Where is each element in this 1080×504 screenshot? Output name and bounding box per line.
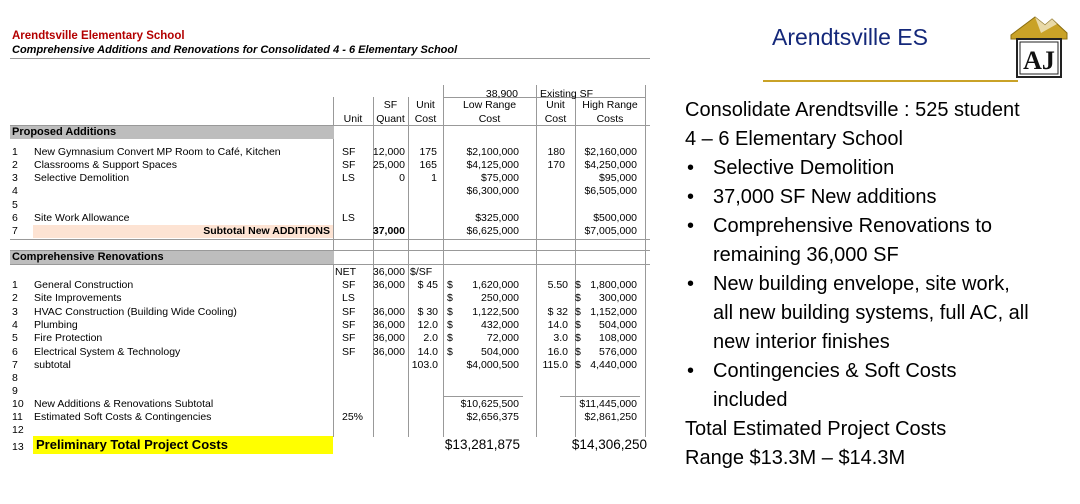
- text-line: remaining 36,000 SF: [713, 244, 899, 266]
- row-high-unit-cost: 5.50: [547, 279, 568, 291]
- row-unit-cost: 2.0: [423, 332, 438, 344]
- slide-title: Arendtsville ES: [772, 24, 928, 50]
- bullet-item: • Comprehensive Renovations to: [685, 212, 1075, 241]
- row-high-cost: 1,152,000: [590, 306, 637, 318]
- row-low-cost: $6,300,000: [466, 185, 519, 197]
- row-quant: 12,000: [372, 146, 405, 158]
- row-unit-cost: 165: [419, 159, 437, 171]
- row-number: 1: [12, 279, 18, 291]
- grid-line: [560, 396, 640, 397]
- grid-line: [443, 85, 444, 437]
- row-dollar: $: [575, 279, 581, 291]
- summary-bullets: [685, 96, 1075, 473]
- row-high-cost: $2,861,250: [584, 411, 637, 423]
- row-dollar: $: [575, 346, 581, 358]
- existing-sf-label: Existing SF: [540, 88, 594, 100]
- row-high-cost: $500,000: [593, 212, 637, 224]
- row-number: 6: [12, 346, 18, 358]
- row-number: 4: [12, 319, 18, 331]
- row-number: 9: [12, 385, 18, 397]
- row-number: 13: [12, 441, 24, 453]
- row-low-cost: 432,000: [481, 319, 519, 331]
- row-low-cost: $2,656,375: [466, 411, 519, 423]
- row-unit: 25%: [342, 411, 364, 423]
- row-number: 3: [12, 306, 18, 318]
- row-high-cost: 300,000: [599, 292, 637, 304]
- row-number: 1: [12, 146, 18, 158]
- row-unit: SF: [342, 306, 356, 318]
- per-sf-label: $/SF: [410, 266, 433, 278]
- grid-line: [10, 264, 650, 265]
- row-dollar: $: [447, 319, 453, 331]
- row-low-cost: $2,100,000: [466, 146, 519, 158]
- row-unit: LS: [342, 212, 355, 224]
- text-line: Consolidate Arendtsville : 525 student: [685, 99, 1020, 121]
- title-rule: [763, 80, 1018, 82]
- row-number: 12: [12, 424, 24, 436]
- row-low-cost: 504,000: [481, 346, 519, 358]
- row-low-cost: 250,000: [481, 292, 519, 304]
- subtotal-label: Subtotal New ADDITIONS: [203, 225, 330, 237]
- row-number: 8: [12, 372, 18, 384]
- row-high-cost: $4,250,000: [584, 159, 637, 171]
- row-number: 2: [12, 159, 18, 171]
- row-description: Plumbing: [34, 319, 78, 331]
- row-low-cost: 1,620,000: [472, 279, 519, 291]
- col-unit3: Unit: [546, 99, 565, 111]
- total-label: Preliminary Total Project Costs: [36, 437, 228, 452]
- row-high-unit-cost: 14.0: [547, 319, 568, 331]
- col-low-cost: Cost: [478, 113, 501, 125]
- row-high-unit-cost: 3.0: [553, 332, 568, 344]
- row-dollar: $: [575, 332, 581, 344]
- net-sf: 36,000: [372, 266, 405, 278]
- row-description: HVAC Construction (Building Wide Cooling): [34, 306, 237, 318]
- row-high-cost: $2,160,000: [584, 146, 637, 158]
- row-high-cost: $11,445,000: [579, 398, 637, 410]
- bullet-item: • Contingencies & Soft Costs: [685, 357, 1075, 386]
- row-quant: 36,000: [372, 332, 405, 344]
- subtotal-quant: 37,000: [372, 225, 405, 237]
- logo-text: AJ: [1023, 46, 1055, 75]
- row-high-unit-cost: 170: [547, 159, 565, 171]
- row-description: Site Work Allowance: [34, 212, 130, 224]
- row-high-cost: 4,440,000: [590, 359, 637, 371]
- section-comprehensive-renovations: Comprehensive Renovations: [10, 251, 334, 264]
- row-quant: 0: [399, 172, 405, 184]
- col-cost: Cost: [414, 113, 437, 125]
- row-unit: LS: [342, 292, 355, 304]
- text-line: Total Estimated Project Costs: [685, 418, 947, 440]
- row-unit-cost: $ 30: [417, 306, 438, 318]
- row-unit-cost: 103.0: [411, 359, 438, 371]
- col-quant: Quant: [376, 113, 405, 125]
- row-dollar: $: [447, 332, 453, 344]
- text-line: included: [713, 389, 788, 411]
- row-unit: SF: [342, 159, 356, 171]
- row-quant: 36,000: [372, 346, 405, 358]
- row-quant: 36,000: [372, 306, 405, 318]
- total-sf-label: 38,900: [485, 88, 518, 100]
- row-description: Electrical System & Technology: [34, 346, 181, 358]
- col-cost3: Cost: [544, 113, 567, 125]
- row-low-cost: $325,000: [475, 212, 519, 224]
- grid-line: [333, 97, 334, 437]
- row-number: 6: [12, 212, 18, 224]
- net-label: NET: [335, 266, 356, 278]
- row-unit: SF: [342, 332, 356, 344]
- grid-line: [645, 85, 646, 437]
- col-low-range: Low Range: [462, 99, 517, 111]
- row-dollar: $: [447, 279, 453, 291]
- row-description: New Additions & Renovations Subtotal: [34, 398, 214, 410]
- row-description: Fire Protection: [34, 332, 103, 344]
- col-high-range: High Range: [582, 99, 638, 111]
- grid-line: [536, 85, 537, 437]
- row-dollar: $: [447, 306, 453, 318]
- row-unit-cost: 14.0: [417, 346, 438, 358]
- row-unit-cost: 1: [431, 172, 437, 184]
- row-number: 5: [12, 332, 18, 344]
- col-sf: SF: [383, 99, 398, 111]
- row-number: 3: [12, 172, 18, 184]
- row-number: 10: [12, 398, 24, 410]
- row-number: 11: [12, 411, 23, 423]
- row-quant: 36,000: [372, 279, 405, 291]
- row-high-cost: 576,000: [599, 346, 637, 358]
- row-quant: 25,000: [372, 159, 405, 171]
- row-number: 7: [12, 225, 18, 237]
- col-unit: Unit: [343, 113, 363, 125]
- row-description: Site Improvements: [34, 292, 122, 304]
- bullet-item: • New building envelope, site work,: [685, 270, 1075, 299]
- row-high-cost: 504,000: [599, 319, 637, 331]
- row-low-cost: $4,000,500: [466, 359, 519, 371]
- row-description: subtotal: [34, 359, 71, 371]
- row-description: General Construction: [34, 279, 134, 291]
- row-dollar: $: [575, 292, 581, 304]
- row-high-cost: $95,000: [599, 172, 637, 184]
- grid-line: [10, 58, 650, 59]
- subtotal-high: $7,005,000: [584, 225, 637, 237]
- row-unit: SF: [342, 319, 356, 331]
- row-high-unit-cost: $ 32: [547, 306, 568, 318]
- row-number: 2: [12, 292, 18, 304]
- row-description: Selective Demolition: [34, 172, 130, 184]
- grid-line: [443, 396, 523, 397]
- row-high-unit-cost: 115.0: [542, 359, 568, 371]
- row-low-cost: $10,625,500: [460, 398, 519, 410]
- total-high: $14,306,250: [571, 437, 647, 452]
- row-dollar: $: [447, 346, 453, 358]
- school-logo-icon: [1005, 13, 1071, 81]
- row-description: Estimated Soft Costs & Contingencies: [34, 411, 212, 423]
- row-high-unit-cost: 16.0: [547, 346, 568, 358]
- row-description: Classrooms & Support Spaces: [34, 159, 177, 171]
- row-number: 4: [12, 185, 18, 197]
- text-line: 4 – 6 Elementary School: [685, 128, 903, 150]
- row-number: 7: [12, 359, 18, 371]
- section-proposed-additions: Proposed Additions: [10, 126, 334, 139]
- text-line: new interior finishes: [713, 331, 890, 353]
- row-unit-cost: 12.0: [417, 319, 438, 331]
- row-unit: SF: [342, 146, 356, 158]
- row-number: 5: [12, 199, 18, 211]
- row-high-cost: 108,000: [599, 332, 637, 344]
- row-high-cost: 1,800,000: [590, 279, 637, 291]
- row-unit-cost: 175: [419, 146, 437, 158]
- row-high-unit-cost: 180: [547, 146, 565, 158]
- row-dollar: $: [575, 319, 581, 331]
- sheet-title: Arendtsville Elementary School: [12, 30, 185, 42]
- row-dollar: $: [575, 306, 581, 318]
- row-low-cost: $75,000: [481, 172, 519, 184]
- sheet-subtitle: Comprehensive Additions and Renovations for Consolidated 4 - 6 Elementary School: [12, 44, 458, 56]
- total-low: $13,281,875: [444, 437, 520, 452]
- bullet-item: • 37,000 SF New additions: [685, 183, 1075, 212]
- subtotal-low: $6,625,000: [466, 225, 519, 237]
- row-high-cost: $6,505,000: [584, 185, 637, 197]
- bullet-item: • Selective Demolition: [685, 154, 1075, 183]
- row-unit: LS: [342, 172, 355, 184]
- col-costs: Costs: [596, 113, 624, 125]
- row-dollar: $: [447, 292, 453, 304]
- row-unit: SF: [342, 279, 356, 291]
- text-line: Range $13.3M – $14.3M: [685, 447, 906, 469]
- grid-line: [10, 239, 650, 240]
- row-low-cost: $4,125,000: [466, 159, 519, 171]
- row-description: New Gymnasium Convert MP Room to Café, Kitchen: [34, 146, 281, 158]
- row-low-cost: 1,122,500: [472, 306, 519, 318]
- row-unit-cost: $ 45: [417, 279, 438, 291]
- row-unit: SF: [342, 346, 356, 358]
- row-dollar: $: [575, 359, 581, 371]
- row-quant: 36,000: [372, 319, 405, 331]
- col-unit2: Unit: [416, 99, 435, 111]
- text-line: all new building systems, full AC, all: [713, 302, 1029, 324]
- row-low-cost: 72,000: [486, 332, 519, 344]
